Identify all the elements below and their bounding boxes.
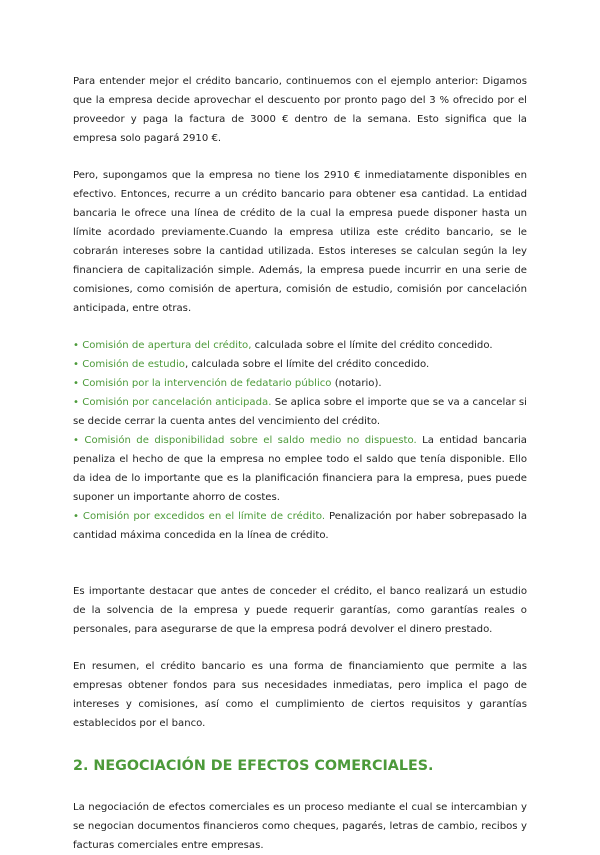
- commission-list: [73, 336, 527, 545]
- paragraph-credit-example: Para entender mejor el crédito bancario, continuemos con el ejemplo anterior: Digamos que la empresa decide aprovechar el descuento por pronto pago del 3 % ofrecido por el proveedor y paga la factura de 3000 € dentro de la semana. Esto significa que la empresa solo pagará 2910 €.: [73, 76, 527, 144]
- paragraph-credit-line: Pero, supongamos que la empresa no tiene los 2910 € inmediatamente disponibles en efectivo. Entonces, recurre a un crédito bancario para obtener esa cantidad. La entidad bancaria le ofrece una línea de crédito de la cual la empresa puede disponer hasta un límite acordado previamente.Cuando la empresa utiliza este crédito bancario, se le cobrarán intereses sobre la cantidad utilizada. Estos intereses se calculan según la ley financiera de capitalización simple. Además, la empresa puede incurrir en una serie de comisiones, como comisión de apertura, comisión de estudio, comisión por cancelación anticipada, entre otras.: [73, 170, 527, 314]
- commission-description: Penalización por haber sobrepasado la cantidad máxima concedida en la línea de crédito.: [73, 511, 527, 541]
- paragraph-commercial-effects: La negociación de efectos comerciales es un proceso mediante el cual se intercambian y se negocian documentos financieros como cheques, pagarés, letras de cambio, recibos y facturas comerciales entre empresas.: [73, 802, 527, 851]
- bullet-icon: •: [73, 340, 79, 351]
- list-item: [73, 355, 527, 374]
- bullet-icon: •: [73, 511, 79, 522]
- section-heading: 2. NEGOCIACIÓN DE EFECTOS COMERCIALES.: [73, 758, 434, 774]
- commission-description: Se aplica sobre el importe que se va a cancelar si se decide cerrar la cuenta antes del vencimiento del crédito.: [73, 397, 527, 427]
- paragraph-summary: En resumen, el crédito bancario es una forma de financiamiento que permite a las empresas obtener fondos para sus necesidades inmediatas, pero implica el pago de intereses y comisiones, así como el cumplimiento de ciertos requisitos y garantías establecidos por el banco.: [73, 661, 527, 729]
- commission-description: La entidad bancaria penaliza el hecho de que la empresa no emplee todo el saldo que tenía disponible. Ello da idea de lo importante que es la planificación financiera para la empresa, pues puede suponer un importante ahorro de costes.: [73, 435, 527, 503]
- commission-term: Comisión de apertura del crédito,: [82, 340, 252, 351]
- list-item: [73, 336, 527, 355]
- commission-description: (notario).: [331, 378, 382, 389]
- commission-term: Comisión de disponibilidad sobre el saldo medio no dispuesto.: [84, 435, 417, 446]
- bullet-icon: •: [73, 435, 79, 446]
- list-item: [73, 431, 527, 507]
- paragraph-solvency: Es importante destacar que antes de conceder el crédito, el banco realizará un estudio de la solvencia de la empresa y puede requerir garantías, como garantías reales o personales, para asegurarse de que la empresa podrá devolver el dinero prestado.: [73, 586, 527, 635]
- bullet-icon: •: [73, 378, 79, 389]
- commission-term: Comisión de estudio: [82, 359, 185, 370]
- list-item: [73, 393, 527, 431]
- bullet-icon: •: [73, 359, 79, 370]
- commission-description: , calculada sobre el límite del crédito concedido.: [184, 359, 430, 370]
- list-item: [73, 507, 527, 545]
- document-page: [73, 72, 527, 855]
- commission-term: Comisión por excedidos en el límite de crédito.: [82, 511, 326, 522]
- commission-term: Comisión por la intervención de fedatario público: [82, 378, 332, 389]
- commission-term: Comisión por cancelación anticipada.: [82, 397, 272, 408]
- list-item: [73, 374, 527, 393]
- commission-description: calculada sobre el límite del crédito concedido.: [251, 340, 493, 351]
- bullet-icon: •: [73, 397, 79, 408]
